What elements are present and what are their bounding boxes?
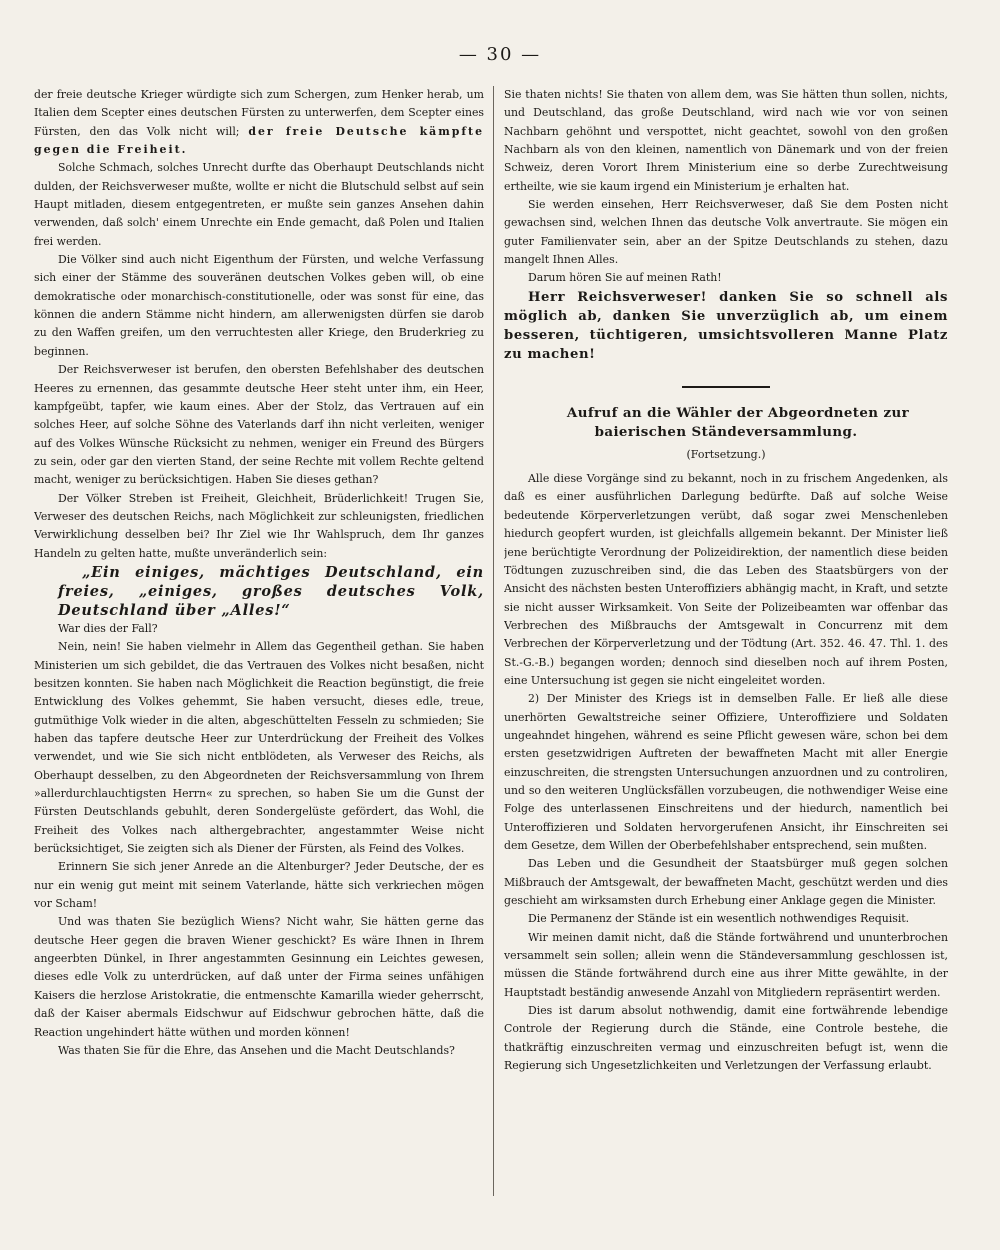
emphasized-text: der freie Deutsche kämpfte gegen die Freiheit.: [34, 124, 484, 157]
appeal-text: Herr Reichsverweser! danken Sie so schnell als möglich ab, danken Sie unverzüglich ab, um einem besseren, tüchtigeren, umsichtsvolleren Manne Platz zu machen!: [504, 289, 948, 362]
paragraph: Die Völker sind auch nicht Eigenthum der Fürsten, und welche Verfassung sich einer der Stämme des souveränen deutschen Volkes geben will, ob eine demokratische oder monarchisch-constitutionelle, oder was sonst für eine, das können die andern Stämme nicht hindern, am allerwenigsten dürfen sie darob zu den Waffen greifen, um den verruchtesten aller Kriege, den Bruderkrieg zu beginnen.: [34, 253, 484, 358]
left-column: [34, 86, 484, 1206]
paragraph: Darum hören Sie auf meinen Rath!: [528, 271, 722, 285]
paragraph: Sie thaten nichts! Sie thaten von allem dem, was Sie hätten thun sollen, nichts, und Deutschland, das große Deutschland, wird nach wie vor von seinen Nachbarn gehöhnt und verspottet, nicht geachtet, sowohl von den großen Nachbarn als von den kleinen, namentlich von Dänemark und von der freien Schweiz, deren Vorort Ihrem Ministerium eine so derbe Zurechtweisung ertheilte, wie sie kaum irgend ein Ministerium je erhalten hat.: [504, 88, 948, 193]
paragraph: Sie werden einsehen, Herr Reichsverweser, daß Sie dem Posten nicht gewachsen sind, welchen Ihnen das deutsche Volk anvertraute. Sie mögen ein guter Familienvater sein, aber an der Spitze Deutschlands zu stehen, dazu mangelt Ihnen Alles.: [504, 198, 948, 267]
article-heading: Aufruf an die Wähler der Abgeordneten zur baierischen Ständeversammlung.: [566, 404, 910, 440]
article-subheading: (Fortsetzung.): [686, 447, 766, 461]
paragraph: Die Permanenz der Stände ist ein wesentlich nothwendiges Requisit.: [528, 912, 910, 926]
paragraph: [34, 86, 484, 159]
paragraph: Nein, nein! Sie haben vielmehr in Allem das Gegentheil gethan. Sie haben Ministerien um sich gebildet, die das Vertrauen des Volkes nicht besaßen, nicht besitzen konnten. Sie haben nach Möglichkeit die Reaction begünstigt, die freie Entwicklung des Volkes gehemmt, Sie haben versucht, dieses edle, treue, gutmüthige Volk wieder in die alten, abgeschüttelten Fesseln zu schmieden; Sie haben das tapfere deutsche Heer zur Unterdrückung der Freiheit des Volkes verwendet, und wie Sie sich nicht entblödeten, als Verweser des Reichs, als Oberhaupt desselben, zu den Abgeordneten der Reichsversammlung von Ihrem »allerdurchlauchtigsten Herrn« zu sprechen, so haben Sie um die Gunst der Fürsten Deutschlands gebuhlt, deren Sondergelüste gefördert, das Wohl, die Freiheit des Volkes nach althergebrachter, angestammter Weise nicht berücksichtiget, Sie zeigten sich als Diener der Fürsten, als Feind des Volkes.: [34, 640, 484, 856]
paragraph: 2) Der Minister des Kriegs ist in demselben Falle. Er ließ alle diese unerhörten Gewaltstreiche seiner Offiziere, Unteroffiziere und Soldaten ungeahndet hingehen, während es seine Pflicht gewesen wäre, schon bei dem ersten gesetzwidrigen Auftreten der bewaffneten Macht mit aller Energie einzuschreiten, die strengsten Untersuchungen anzuordnen und zu controliren, und so den weiteren Unglücksfällen vorzubeugen, die nothwendiger Weise eine Folge des unterlassenen Einschreitens und der hiedurch, namentlich bei Unteroffizieren und Soldaten hervorgerufenen Ansicht, ihr Einschreiten sei dem Gesetze, dem Willen der Oberbefehlshaber entsprechend, sein mußten.: [504, 692, 948, 852]
paragraph: Der Völker Streben ist Freiheit, Gleichheit, Brüderlichkeit! Trugen Sie, Verweser des deutschen Reichs, nach Möglichkeit zur schleunigsten, friedlichen Verwirklichung desselben bei? Ihr Ziel wie Ihr Wahlspruch, dem Ihr ganzes Handeln zu gelten hatte, mußte unveränderlich sein:: [34, 491, 484, 560]
paragraph-text: der freie deutsche Krieger würdigte sich zum Schergen, zum Henker herab, um Italien dem Scepter eines deutschen Fürsten zu unterwerfen, dem Scepter eines Fürsten, den das Volk nicht will;: [34, 88, 484, 138]
section-divider: [682, 386, 770, 388]
paragraph: Wir meinen damit nicht, daß die Stände fortwährend und ununterbrochen versammelt sein sollen; allein wenn die Ständeversammlung geschlossen ist, müssen die Stände fortwährend durch eine aus ihrer Mitte gewählte, in der Hauptstadt beständig anwesende Anzahl von Mitgliedern repräsentirt werden.: [504, 930, 948, 999]
page-number: — 30 —: [458, 44, 542, 65]
paragraph: Was thaten Sie für die Ehre, das Ansehen und die Macht Deutschlands?: [58, 1043, 455, 1057]
motto-quote: „Ein einiges, mächtiges Deutschland, ein freies, „einiges, großes deutsches Volk, Deutschland über „Alles!“: [58, 563, 484, 619]
paragraph: Alle diese Vorgänge sind zu bekannt, noch in zu frischem Angedenken, als daß es einer ausführlichen Darlegung bedürfte. Daß auf solche Weise bedeutende Körperverletzungen verübt, daß sogar zwei Menschenleben hiedurch geopfert wurden, ist gleichfalls allgemein bekannt. Der Minister ließ jene berüchtigte Verordnung der Polizeidirektion, der namentlich diese beiden Tödtungen zuzuschreiben sind, die das Leben des Staatsbürgers von der Ansicht des nächsten besten Unteroffiziers abhängig macht, in Kraft, und setzte sie nicht ausser Wirksamkeit. Von Seite der Polizeibeamten war offenbar das Verbrechen des Mißbrauchs der Amtsgewalt in Concurrenz mit dem Verbrechen der Körperverletzung und der Tödtung (Art. 352. 46. 47. Thl. 1. des St.-G.-B.) begangen worden; dennoch sind dieselben noch auf ihrem Posten, eine Untersuchung ist gegen sie nicht eingeleitet worden.: [504, 472, 948, 687]
column-divider: [493, 86, 494, 1196]
paragraph: Dies ist darum absolut nothwendig, damit eine fortwährende lebendige Controle der Regierung durch die Stände, eine Controle bestehe, die thatkräftig einzuschreiten vermag und einzuschreiten befugt ist, wenn die Regierung sich Ungesetzlichkeiten und Verletzungen der Verfassung erlaubt.: [504, 1004, 948, 1073]
paragraph: Erinnern Sie sich jener Anrede an die Altenburger? Jeder Deutsche, der es nur ein wenig gut meint mit seinem Vaterlande, hätte sich verkriechen mögen vor Scham!: [34, 860, 484, 911]
paragraph: Solche Schmach, solches Unrecht durfte das Oberhaupt Deutschlands nicht dulden, der Reichsverweser mußte, wollte er nicht die Blutschuld selbst auf sein Haupt mitladen, diesem entgegentreten, er mußte sein ganzes Ansehen dahin verwenden, daß solch' einem Unrechte ein Ende gemacht, daß Polen und Italien frei werden.: [34, 161, 484, 248]
paragraph: Das Leben und die Gesundheit der Staatsbürger muß gegen solchen Mißbrauch der Amtsgewalt, der bewaffneten Macht, geschützt werden und dies geschieht am wirksamsten durch Erhebung einer Anklage gegen die Minister.: [504, 857, 948, 908]
paragraph: War dies der Fall?: [58, 621, 158, 635]
paragraph: Der Reichsverweser ist berufen, den obersten Befehlshaber des deutschen Heeres zu ernennen, das gesammte deutsche Heer steht unter ihm, ein Heer, kampfgeübt, tapfer, wie kaum eines. Aber der Stolz, das Vertrauen auf ein solches Heer, auf solche Söhne des Vaterlands darf ihn nicht verleiten, weniger auf des Volkes Wünsche Rücksicht zu nehmen, weniger ein Freund des Bürgers zu sein, oder gar den vierten Stand, der seine Rechte mit vollem Rechte geltend macht, weniger zu berücksichtigen. Haben Sie dieses gethan?: [34, 363, 484, 487]
paragraph: Und was thaten Sie bezüglich Wiens? Nicht wahr, Sie hätten gerne das deutsche Heer gegen die braven Wiener geschickt? Es wäre Ihnen in Ihrem angeerbten Dünkel, in Ihrer angestammten Gesinnung ein Leichtes gewesen, dieses edle Volk zu unterdrücken, auf daß unter der Firma seines unfähigen Kaisers die herzlose Aristokratie, die entmenschte Kamarilla wieder geherrscht, daß der Kaiser abermals Eidschwur auf Eidschwur gebrochen hätte, daß die Reaction ungehindert hätte wüthen und morden können!: [34, 915, 484, 1039]
right-column: [504, 86, 948, 1206]
